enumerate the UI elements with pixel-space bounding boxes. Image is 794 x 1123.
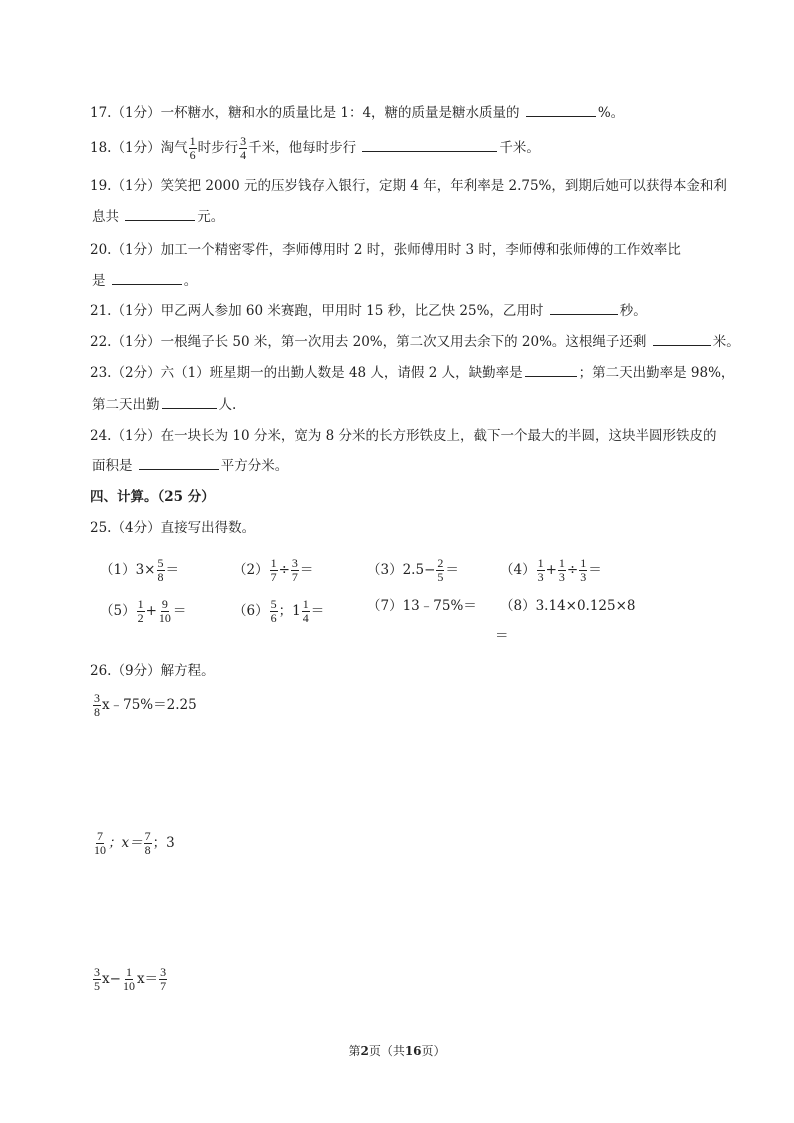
calc-equals: ＝	[172, 603, 187, 619]
question-number: 25.	[90, 520, 112, 536]
calc-item-2	[233, 557, 313, 584]
numerator: 1	[189, 134, 196, 148]
calc-equals: ＝	[588, 562, 602, 578]
question-21	[90, 300, 647, 321]
answer-blank[interactable]	[139, 455, 219, 470]
calc-operator: ；1	[278, 603, 301, 619]
question-19-cont	[92, 206, 224, 227]
question-20-cont	[92, 270, 197, 291]
question-text: 解方程。	[160, 663, 215, 679]
fraction	[93, 966, 101, 993]
question-number: 20.	[90, 242, 112, 258]
fraction	[436, 557, 444, 584]
answer-blank[interactable]	[125, 206, 195, 221]
question-23-cont	[92, 394, 236, 415]
calc-expr: 3×	[135, 562, 156, 578]
question-suffix: 平方分米。	[220, 458, 289, 474]
numerator: 1	[302, 597, 309, 611]
numerator: 1	[270, 556, 277, 570]
question-text: 千米，他每时步行	[248, 140, 357, 156]
question-text: 六（1）班星期一的出勤人数是 48 人，请假 2 人，缺勤率是	[160, 365, 523, 381]
numerator: 1	[137, 597, 144, 611]
answer-blank[interactable]	[162, 394, 217, 409]
question-suffix: 米。	[712, 334, 740, 350]
footer-text: 页（共	[368, 1044, 405, 1058]
equation-expr: x−	[102, 971, 121, 987]
answer-blank[interactable]	[550, 300, 618, 315]
question-text: 第二天出勤	[92, 397, 160, 413]
fraction	[137, 598, 145, 625]
question-18	[90, 135, 540, 162]
calc-item-5	[100, 598, 186, 625]
question-score: （1分）	[111, 105, 161, 121]
question-text: 加工一个精密零件，李师傅用时 2 时，张师傅用时 3 时，李师傅和张师傅的工作效率比	[160, 242, 681, 258]
fraction	[270, 557, 278, 584]
denominator: 10	[158, 611, 171, 625]
calc-label: （4）	[500, 562, 536, 578]
equation-expr: ；3	[152, 835, 175, 851]
denominator: 10	[94, 843, 106, 857]
question-score: （4分）	[111, 520, 161, 536]
calc-expr: 13﹣75%＝	[402, 598, 477, 614]
question-score: （9分）	[111, 663, 161, 679]
question-suffix: 。	[183, 273, 198, 289]
question-text: 息共	[92, 209, 119, 225]
denominator: 6	[189, 148, 196, 162]
denominator: 7	[291, 570, 298, 584]
page-footer	[0, 1042, 794, 1059]
question-19	[90, 176, 727, 196]
question-number: 17.	[90, 105, 112, 121]
numerator: 9	[161, 597, 168, 611]
question-text: 时步行	[197, 140, 239, 156]
numerator: 7	[144, 829, 151, 843]
question-score: （1分）	[111, 242, 161, 258]
question-number: 23.	[90, 365, 112, 381]
question-number: 21.	[90, 303, 112, 319]
fraction	[239, 135, 247, 162]
question-26	[90, 661, 215, 681]
denominator: 7	[160, 979, 167, 993]
equation-expr: x﹣75%＝2.25	[102, 697, 197, 713]
question-score: （1分）	[111, 140, 161, 156]
question-text: 甲乙两人参加 60 米赛跑，甲用时 15 秒，比乙快 25%，乙用时	[160, 303, 544, 319]
answer-blank[interactable]	[653, 331, 711, 346]
equation-3	[92, 966, 168, 993]
fraction	[537, 557, 545, 584]
denominator: 3	[580, 570, 587, 584]
numerator: 5	[157, 556, 164, 570]
question-23	[90, 362, 734, 383]
calc-item-8-equals: ＝	[495, 628, 509, 644]
fraction	[189, 135, 197, 162]
question-suffix: 元。	[197, 209, 225, 225]
question-score: （1分）	[111, 178, 161, 194]
question-number: 19.	[90, 178, 112, 194]
denominator: 5	[94, 979, 100, 993]
numerator: 1	[537, 556, 544, 570]
question-suffix: 秒。	[619, 303, 647, 319]
calc-item-7	[367, 596, 477, 616]
calc-item-1	[100, 557, 179, 584]
page-total: 16	[404, 1044, 422, 1058]
calc-equals: ＝	[310, 603, 325, 619]
question-text: 一杯糖水，糖和水的质量比是 1：4，糖的质量是糖水质量的	[160, 105, 520, 121]
section-heading: 四、计算。（25 分）	[90, 489, 215, 505]
denominator: 4	[240, 148, 247, 162]
denominator: 7	[270, 570, 277, 584]
calc-equals: ＝	[165, 562, 179, 578]
numerator: 2	[437, 556, 444, 570]
question-25	[90, 518, 255, 538]
denominator: 8	[94, 705, 100, 719]
question-suffix: %。	[597, 105, 625, 121]
numerator: 1	[125, 965, 132, 979]
numerator: 3	[160, 965, 167, 979]
calc-operator: ÷	[278, 562, 290, 578]
equation-1	[92, 692, 197, 719]
question-text: ；第二天出勤率是 98%，	[578, 365, 735, 381]
question-number: 26.	[90, 663, 112, 679]
numerator: 7	[97, 829, 103, 843]
numerator: 5	[270, 597, 277, 611]
question-suffix: 人.	[218, 397, 237, 413]
equation-expr: x＝	[136, 971, 159, 987]
fraction	[291, 557, 299, 584]
question-text: 淘气	[160, 140, 188, 156]
question-20	[90, 240, 681, 260]
answer-blank[interactable]	[362, 137, 497, 152]
calc-item-4	[500, 557, 602, 584]
fraction	[270, 598, 278, 625]
fraction	[158, 598, 172, 625]
fraction	[302, 598, 310, 625]
numerator: 3	[291, 556, 298, 570]
denominator: 10	[122, 979, 135, 993]
question-22	[90, 331, 740, 352]
denominator: 4	[302, 611, 309, 625]
question-number: 24.	[90, 428, 112, 444]
question-text: 一根绳子长 50 米，第一次用去 20%，第二次又用去余下的 20%。这根绳子还剩	[160, 334, 647, 350]
calc-label: （5）	[100, 603, 136, 619]
question-suffix: 千米。	[499, 140, 540, 156]
calc-item-8	[500, 596, 636, 616]
question-text: 在一块长为 10 分米，宽为 8 分米的长方形铁皮上，截下一个最大的半圆，这块半圆形铁皮的	[160, 428, 717, 444]
numerator: 1	[558, 556, 565, 570]
fraction	[144, 830, 152, 857]
denominator: 8	[144, 843, 151, 857]
denominator: 3	[537, 570, 544, 584]
calc-equals: ＝	[445, 562, 459, 578]
fraction	[93, 692, 101, 719]
calc-operator: ÷	[566, 562, 579, 578]
numerator: 3	[94, 965, 100, 979]
question-24-cont	[92, 455, 288, 476]
equation-expr: ；x＝	[108, 835, 143, 851]
question-17	[90, 102, 624, 123]
calc-label: （8）	[500, 598, 536, 614]
footer-text: 第	[348, 1044, 361, 1058]
numerator: 3	[240, 134, 247, 148]
denominator: 2	[137, 611, 144, 625]
calc-operator: +	[545, 562, 557, 578]
denominator: 8	[157, 570, 164, 584]
fraction	[157, 557, 165, 584]
question-text: 是	[92, 273, 106, 289]
answer-blank[interactable]	[525, 362, 577, 377]
fraction	[122, 966, 136, 993]
fraction	[579, 557, 587, 584]
question-score: （1分）	[111, 334, 161, 350]
numerator: 3	[94, 691, 100, 705]
numerator: 1	[580, 556, 587, 570]
fraction	[93, 830, 107, 857]
question-text: 面积是	[92, 458, 133, 474]
question-24	[90, 426, 717, 446]
fraction	[558, 557, 566, 584]
calc-item-3	[367, 557, 459, 584]
question-score: （2分）	[111, 365, 161, 381]
calc-item-6	[233, 598, 324, 625]
calc-expr: 3.14×0.125×8	[535, 598, 636, 614]
calc-label: （1）	[100, 562, 136, 578]
denominator: 6	[270, 611, 277, 625]
answer-blank[interactable]	[112, 270, 182, 285]
question-text: 直接写出得数。	[160, 520, 256, 536]
denominator: 3	[558, 570, 565, 584]
question-number: 18.	[90, 140, 112, 156]
calc-label: （3）	[367, 562, 403, 578]
fraction	[159, 966, 167, 993]
page-number: 2	[360, 1044, 369, 1058]
calc-label: （6）	[233, 603, 269, 619]
calc-equals: ＝	[299, 562, 314, 578]
question-score: （1分）	[111, 428, 161, 444]
calc-label: （7）	[367, 598, 403, 614]
calc-expr: 2.5−	[402, 562, 436, 578]
calc-label: （2）	[233, 562, 269, 578]
footer-text: 页）	[421, 1044, 446, 1058]
answer-blank[interactable]	[526, 102, 596, 117]
question-score: （1分）	[111, 303, 161, 319]
question-number: 22.	[90, 334, 112, 350]
calc-operator: +	[145, 603, 157, 619]
equation-2	[92, 830, 175, 857]
question-text: 笑笑把 2000 元的压岁钱存入银行，定期 4 年，年利率是 2.75%，到期后她可以获得本金和利	[160, 178, 727, 194]
denominator: 5	[437, 570, 444, 584]
